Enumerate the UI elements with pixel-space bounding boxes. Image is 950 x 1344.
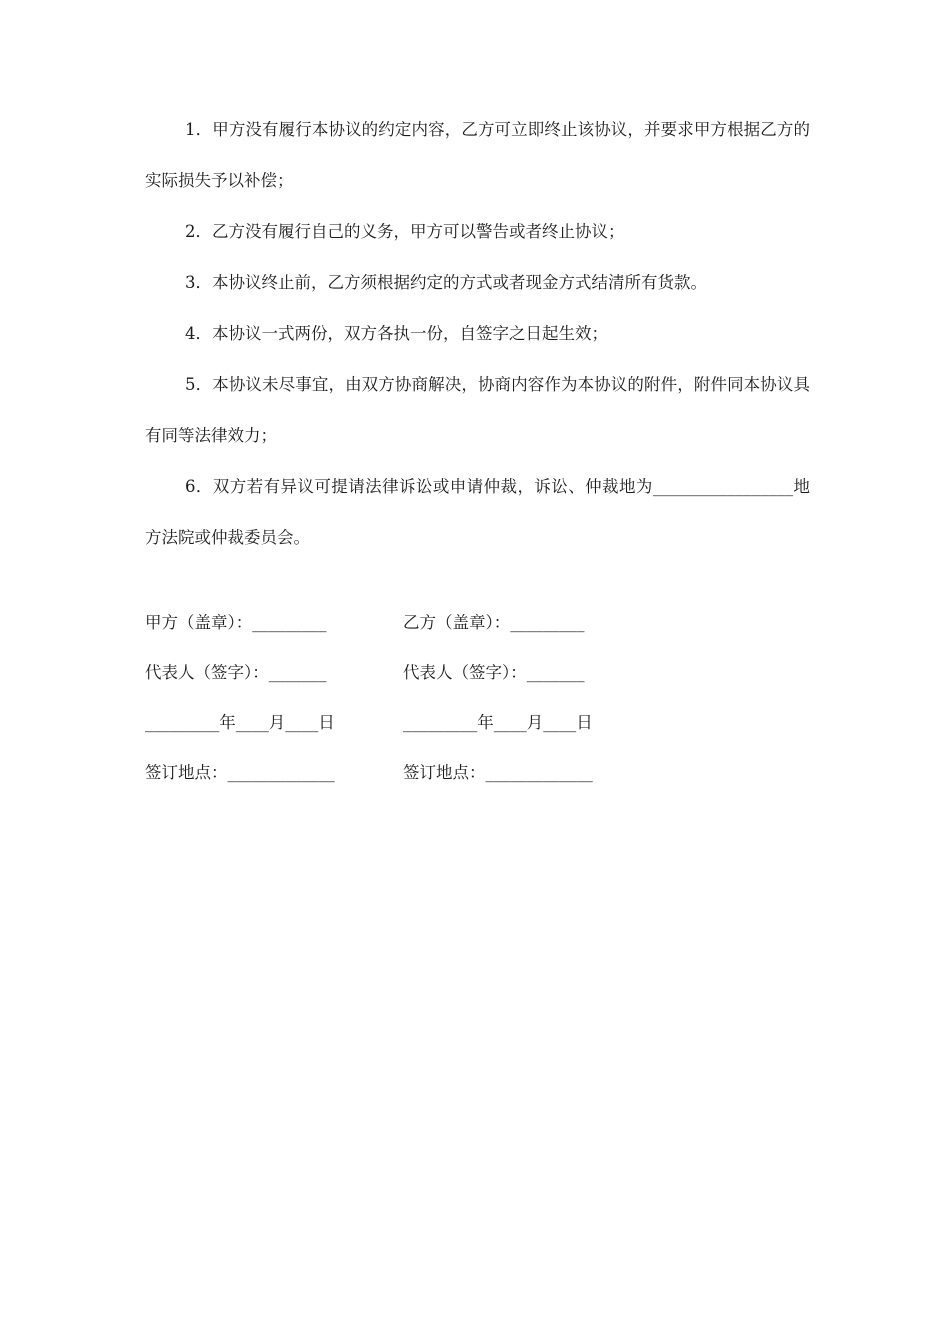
party-a-seal: 甲方（盖章）：_________: [145, 613, 327, 632]
clause-2: 2．乙方没有履行自己的义务，甲方可以警告或者终止协议；: [185, 222, 625, 241]
party-b-seal: 乙方（盖章）：_________: [403, 613, 585, 632]
clause-4: 4．本协议一式两份，双方各执一份，自签字之日起生效；: [185, 324, 608, 343]
seal-row: [145, 598, 810, 648]
clause-6: 6．双方若有异议可提请法律诉讼或申请仲裁，诉讼、仲裁地为_________________地方法院或仲裁委员会。: [145, 477, 810, 547]
party-a-date: _________年____月____日: [145, 713, 335, 732]
party-a-place: 签订地点：_____________: [145, 763, 335, 782]
agreement-clauses: [145, 104, 810, 563]
party-b-date: _________年____月____日: [403, 713, 593, 732]
signature-block: [145, 598, 810, 798]
party-b-representative: 代表人（签字）：_______: [403, 663, 585, 682]
party-b-place: 签订地点：_____________: [403, 763, 593, 782]
place-row: [145, 748, 810, 798]
clause-5: 5．本协议未尽事宜，由双方协商解决，协商内容作为本协议的附件，附件同本协议具有同等法律效力；: [145, 375, 810, 445]
representative-row: [145, 648, 810, 698]
date-row: [145, 698, 810, 748]
party-a-representative: 代表人（签字）：_______: [145, 663, 327, 682]
clause-3: 3．本协议终止前，乙方须根据约定的方式或者现金方式结清所有货款。: [185, 273, 707, 292]
clause-1: 1．甲方没有履行本协议的约定内容，乙方可立即终止该协议，并要求甲方根据乙方的实际损失予以补偿；: [145, 120, 810, 190]
